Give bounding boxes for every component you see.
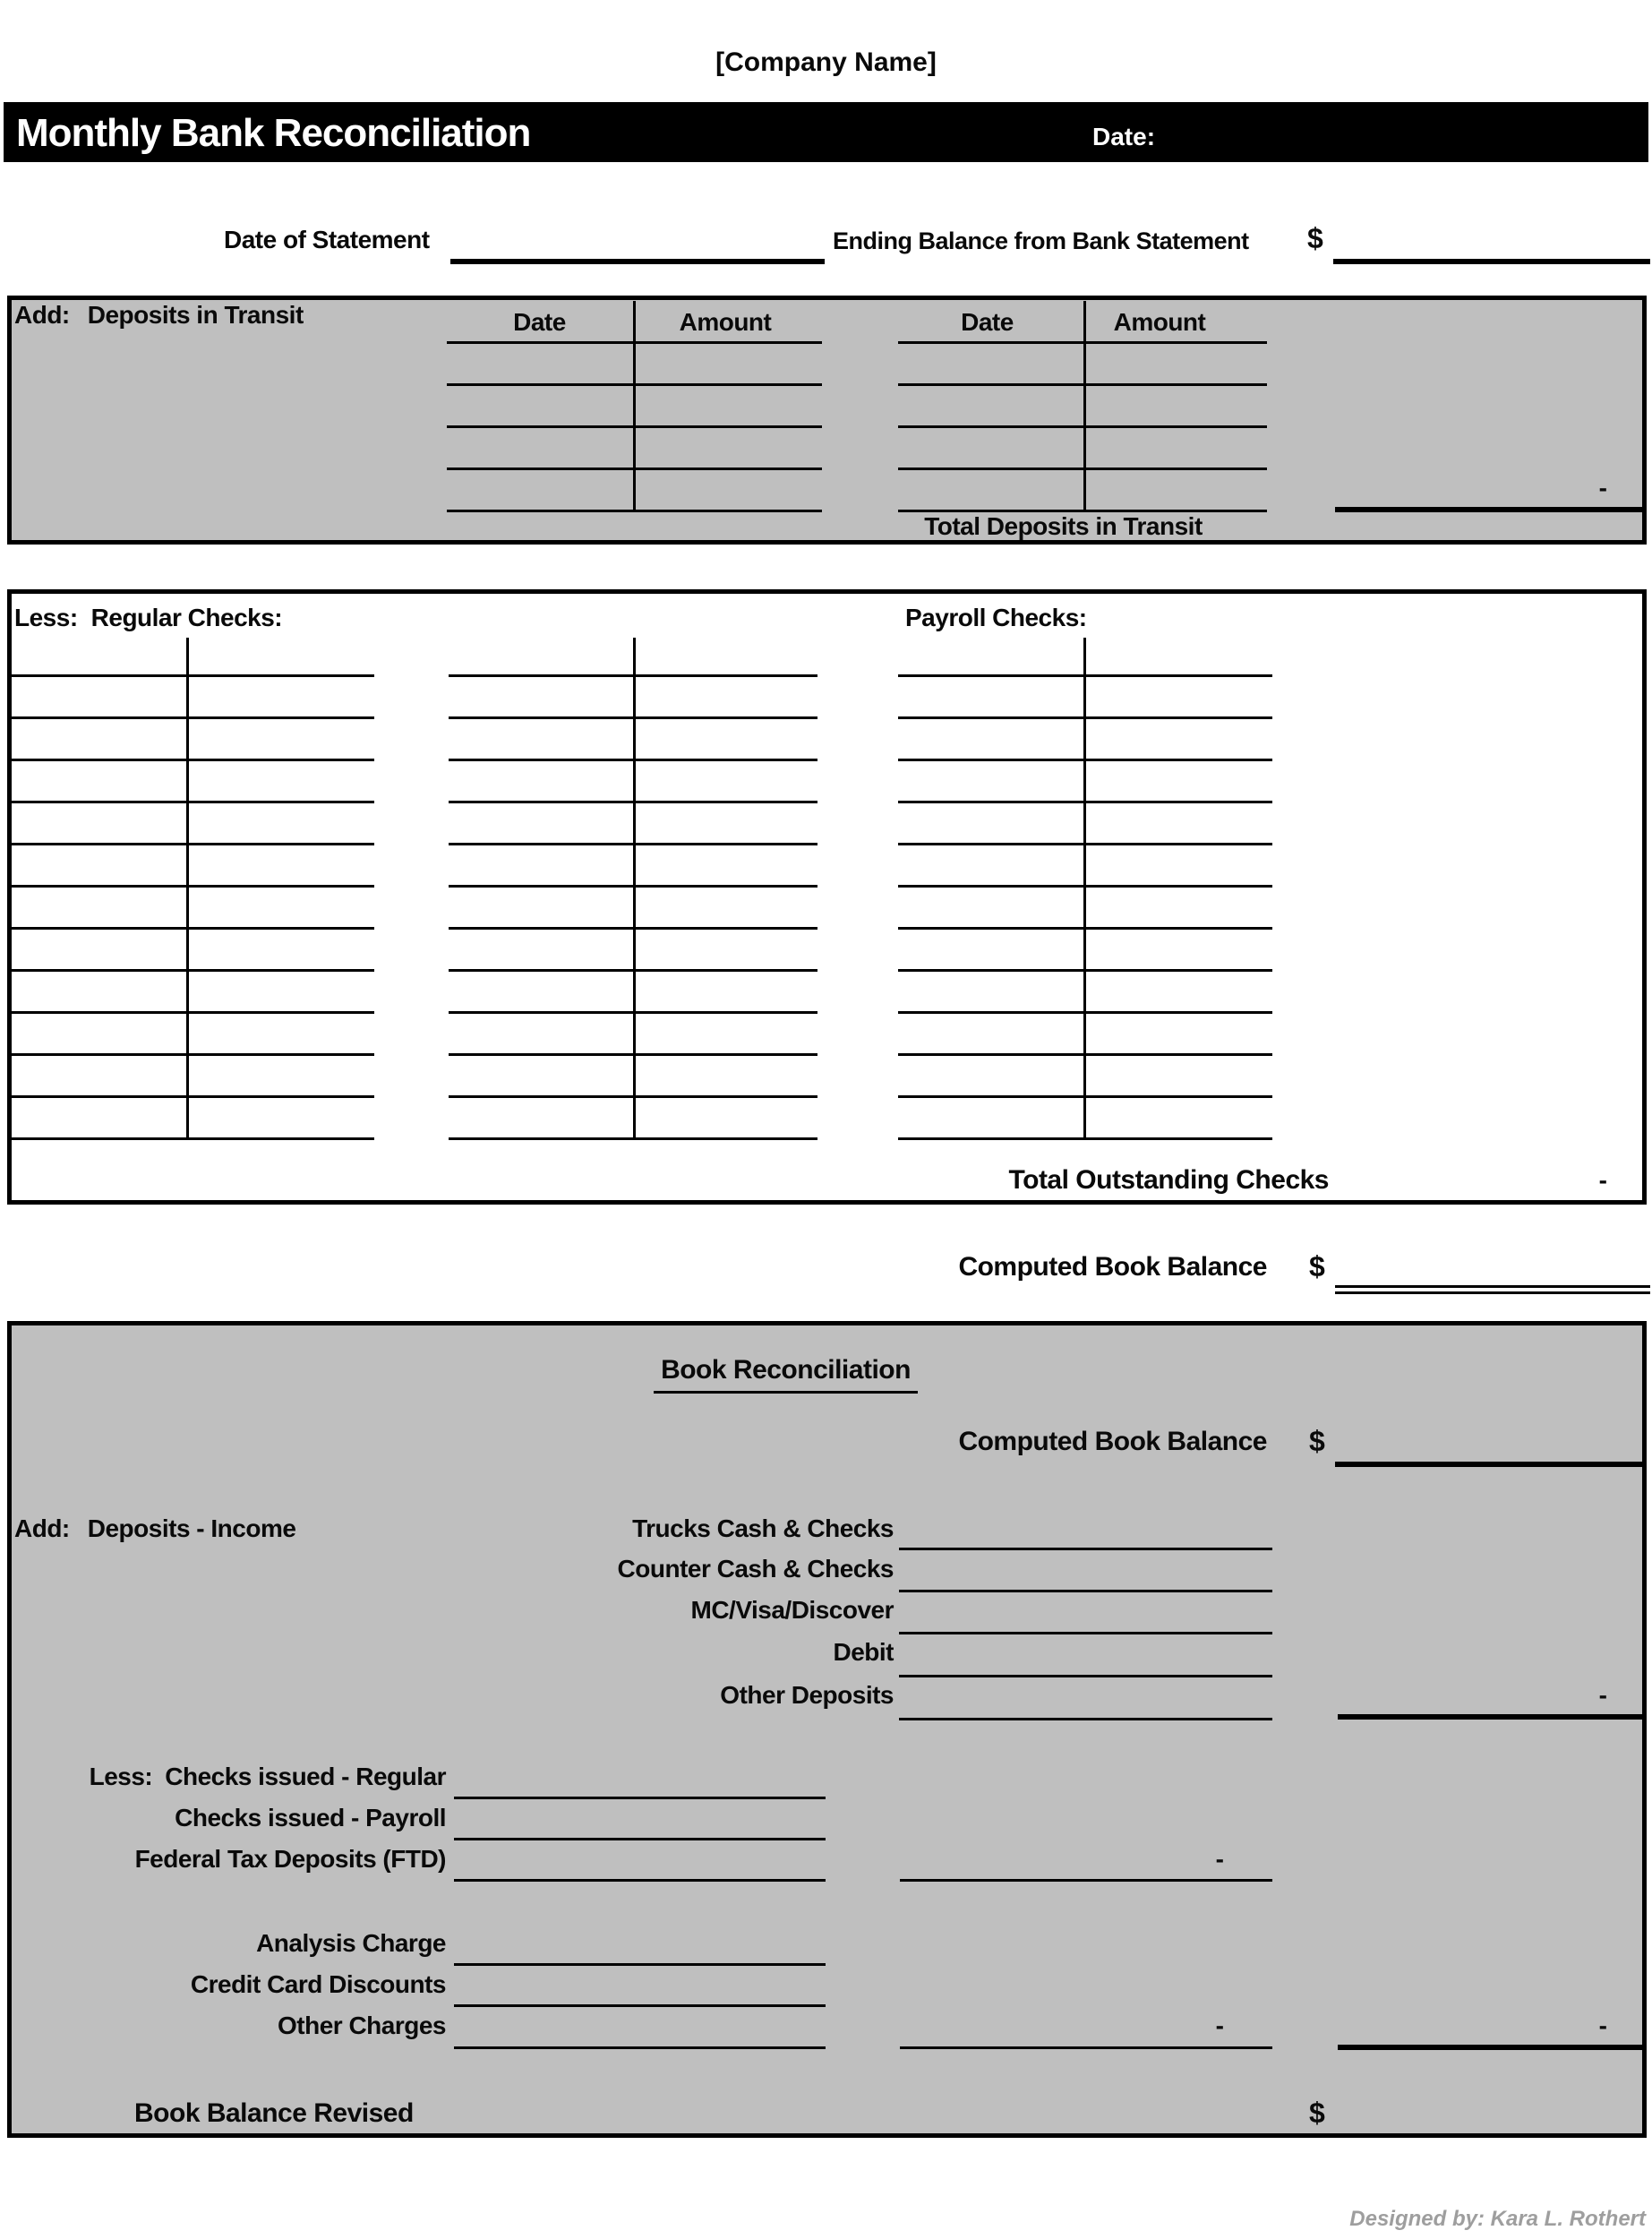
book-deposits-total-value: -	[1598, 1681, 1607, 1709]
payroll-checks-label: Payroll Checks:	[905, 604, 1087, 631]
check-row-line-2[interactable]	[449, 843, 817, 845]
book-deposits-total-line	[1338, 1714, 1642, 1720]
deposit-row-line-2[interactable]	[898, 341, 1267, 344]
outstanding-checks-total-value: -	[1598, 1166, 1607, 1194]
deposits-col-header-date-1: Date	[513, 308, 566, 336]
check-row-line-2[interactable]	[449, 674, 817, 677]
date-of-statement-field-line[interactable]	[450, 259, 825, 264]
book-reconciliation-title	[618, 1354, 954, 1394]
check-row-line-3[interactable]	[898, 716, 1272, 719]
check-row-line-3[interactable]	[898, 1011, 1272, 1014]
deposit-item-label-debit: Debit	[833, 1638, 894, 1666]
check-row-line-1[interactable]	[12, 716, 374, 719]
book-less-prefix: Less:	[89, 1763, 153, 1790]
title-bar	[4, 102, 1648, 162]
book-computed-balance-label: Computed Book Balance	[958, 1427, 1267, 1456]
check-row-line-1[interactable]	[12, 1095, 374, 1098]
book-computed-balance-currency: $	[1309, 1425, 1325, 1457]
check-row-line-1[interactable]	[12, 759, 374, 761]
check-row-line-3[interactable]	[898, 885, 1272, 888]
book-computed-balance-field-line[interactable]	[1335, 1462, 1642, 1467]
charge-item-field-other[interactable]	[454, 2046, 826, 2049]
page-title: Monthly Bank Reconciliation	[16, 111, 531, 155]
check-row-line-3[interactable]	[898, 969, 1272, 972]
charges-total-value: -	[1598, 2012, 1607, 2039]
less-item-label-regular	[54, 1762, 446, 1792]
less-item-field-regular[interactable]	[454, 1797, 826, 1799]
check-row-line-2[interactable]	[449, 885, 817, 888]
less-item-field-ftd[interactable]	[454, 1879, 826, 1882]
check-row-line-1[interactable]	[12, 885, 374, 888]
check-row-line-1[interactable]	[12, 969, 374, 972]
deposit-row-line-1[interactable]	[447, 425, 822, 428]
check-row-line-2[interactable]	[449, 759, 817, 761]
deposits-section-label	[14, 300, 304, 330]
checks-less-prefix: Less:	[14, 604, 78, 631]
deposit-row-line-1[interactable]	[447, 383, 822, 386]
charge-item-field-analysis[interactable]	[454, 1963, 826, 1966]
check-row-line-1[interactable]	[12, 801, 374, 803]
deposit-item-label-cards: MC/Visa/Discover	[690, 1596, 894, 1624]
deposit-row-line-2[interactable]	[898, 425, 1267, 428]
ending-balance-field-line[interactable]	[1333, 259, 1650, 264]
charge-item-field-ccdiscounts[interactable]	[454, 2004, 826, 2007]
less-subtotal-value: -	[1215, 1845, 1224, 1873]
check-row-line-3[interactable]	[898, 1053, 1272, 1056]
deposits-add-prefix: Add:	[14, 301, 70, 329]
check-row-line-2[interactable]	[449, 927, 817, 930]
check-row-line-3[interactable]	[898, 927, 1272, 930]
charges-total-line	[1338, 2045, 1642, 2050]
deposit-row-line-1[interactable]	[447, 510, 822, 512]
checks-column-divider-2	[633, 638, 636, 1140]
deposits-col-header-amount-1: Amount	[679, 308, 772, 336]
book-balance-revised-label: Book Balance Revised	[134, 2098, 414, 2128]
check-row-line-3[interactable]	[898, 674, 1272, 677]
regular-checks-text: Regular Checks:	[90, 604, 283, 631]
charge-item-label-other: Other Charges	[278, 2012, 446, 2039]
deposit-row-line-2[interactable]	[898, 468, 1267, 470]
book-balance-revised-currency: $	[1309, 2097, 1325, 2129]
deposits-column-divider-2	[1083, 301, 1086, 512]
deposits-total-line	[1335, 507, 1642, 512]
deposit-item-label-other: Other Deposits	[720, 1681, 894, 1709]
regular-checks-label	[14, 603, 282, 633]
book-add-prefix: Add:	[14, 1514, 70, 1542]
check-row-line-2[interactable]	[449, 716, 817, 719]
deposits-label: Deposits in Transit	[87, 301, 304, 329]
check-row-line-1[interactable]	[12, 674, 374, 677]
date-label: Date:	[1092, 123, 1156, 150]
check-row-line-1[interactable]	[12, 1011, 374, 1014]
deposits-col-header-amount-2: Amount	[1113, 308, 1206, 336]
check-row-line-2[interactable]	[449, 1095, 817, 1098]
less-subtotal-line	[900, 1879, 1272, 1882]
check-row-line-2[interactable]	[449, 801, 817, 803]
check-row-line-2[interactable]	[449, 1011, 817, 1014]
deposit-item-field-other[interactable]	[899, 1718, 1272, 1720]
designer-credit: Designed by: Kara L. Rothert	[1349, 2207, 1646, 2231]
deposits-total-value: -	[1598, 474, 1607, 502]
check-row-line-1[interactable]	[12, 1053, 374, 1056]
check-row-line-2[interactable]	[449, 1053, 817, 1056]
computed-balance-label: Computed Book Balance	[958, 1252, 1267, 1282]
outstanding-checks-total-label: Total Outstanding Checks	[1008, 1165, 1329, 1195]
deposit-item-label-counter: Counter Cash & Checks	[617, 1555, 894, 1583]
book-reconciliation-title-text: Book Reconciliation	[654, 1354, 918, 1394]
deposit-row-line-1[interactable]	[447, 468, 822, 470]
checks-column-divider-1	[186, 638, 189, 1140]
check-row-line-3[interactable]	[898, 843, 1272, 845]
charges-subtotal-value: -	[1215, 2012, 1224, 2039]
deposits-total-label: Total Deposits in Transit	[924, 512, 1203, 540]
check-row-line-3[interactable]	[898, 1137, 1272, 1140]
less-item-label-payroll: Checks issued - Payroll	[175, 1804, 446, 1832]
computed-balance-currency: $	[1309, 1250, 1325, 1282]
check-row-line-1[interactable]	[12, 843, 374, 845]
less-item-label-ftd: Federal Tax Deposits (FTD)	[134, 1845, 446, 1873]
deposit-item-field-debit[interactable]	[899, 1675, 1272, 1677]
less-item-field-payroll[interactable]	[454, 1838, 826, 1840]
deposit-item-field-cards[interactable]	[899, 1632, 1272, 1634]
outstanding-checks-box	[7, 589, 1647, 1205]
company-name-placeholder[interactable]: [Company Name]	[715, 47, 937, 77]
check-row-line-2[interactable]	[449, 969, 817, 972]
charge-item-label-analysis: Analysis Charge	[256, 1929, 446, 1957]
less-item-regular-text: Checks issued - Regular	[165, 1763, 446, 1790]
check-row-line-2[interactable]	[449, 1137, 817, 1140]
book-add-text: Deposits - Income	[87, 1514, 296, 1542]
ending-balance-currency: $	[1307, 222, 1323, 254]
computed-balance-result-line	[1335, 1285, 1650, 1294]
deposit-row-line-2[interactable]	[898, 383, 1267, 386]
check-row-line-3[interactable]	[898, 801, 1272, 803]
check-row-line-3[interactable]	[898, 759, 1272, 761]
check-row-line-1[interactable]	[12, 1137, 374, 1140]
charge-item-label-ccdiscounts: Credit Card Discounts	[190, 1970, 446, 1998]
deposit-item-field-trucks[interactable]	[899, 1548, 1272, 1550]
deposit-row-line-1[interactable]	[447, 341, 822, 344]
date-of-statement-label: Date of Statement	[224, 226, 430, 253]
deposits-column-divider-1	[633, 301, 636, 512]
deposit-item-field-counter[interactable]	[899, 1590, 1272, 1592]
checks-column-divider-3	[1083, 638, 1086, 1140]
check-row-line-3[interactable]	[898, 1095, 1272, 1098]
deposits-col-header-date-2: Date	[961, 308, 1014, 336]
deposit-row-line-2[interactable]	[898, 510, 1267, 512]
deposit-item-label-trucks: Trucks Cash & Checks	[632, 1514, 894, 1542]
ending-balance-label: Ending Balance from Bank Statement	[833, 227, 1249, 254]
check-row-line-1[interactable]	[12, 927, 374, 930]
book-add-deposits-label	[14, 1514, 295, 1544]
charges-subtotal-line	[900, 2046, 1272, 2049]
